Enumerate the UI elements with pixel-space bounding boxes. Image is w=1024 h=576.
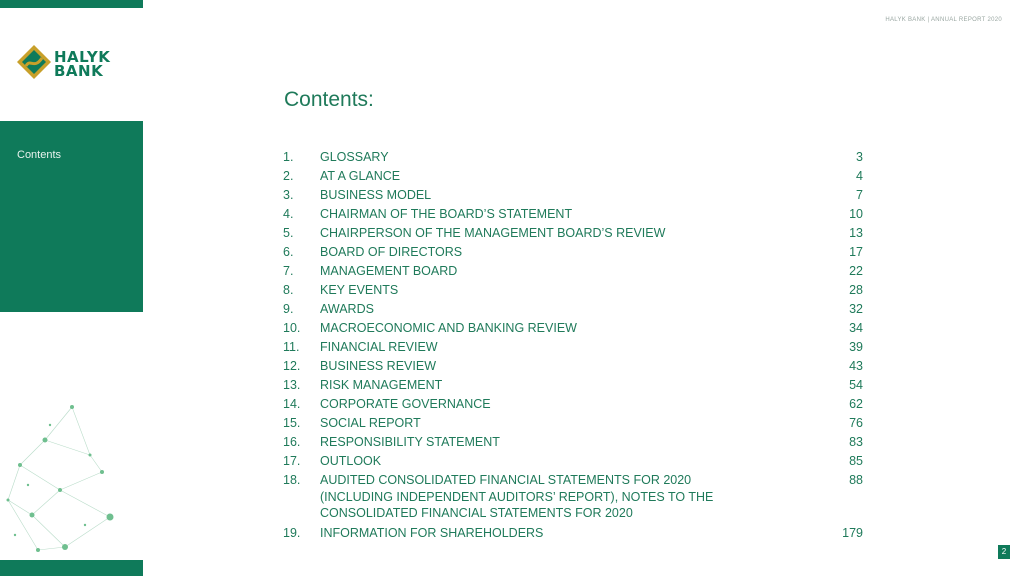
toc-item-page[interactable]: 179: [842, 525, 863, 540]
toc-item-page[interactable]: 32: [849, 302, 863, 316]
toc-item-number: 4.: [283, 207, 294, 221]
toc-item-title[interactable]: FINANCIAL REVIEW: [320, 340, 438, 355]
toc-item-number: 18.: [283, 473, 301, 487]
toc-item-title[interactable]: SOCIAL REPORT: [320, 416, 421, 431]
toc-item[interactable]: [283, 338, 863, 357]
toc-item-title[interactable]: AT A GLANCE: [320, 169, 401, 184]
toc-item-page[interactable]: 13: [849, 226, 863, 240]
toc-item-page[interactable]: 76: [849, 416, 863, 430]
toc-item-number: 10.: [283, 321, 301, 335]
toc-item-title[interactable]: AUDITED CONSOLIDATED FINANCIAL STATEMENTS FOR 2020 (INCLUDING INDEPENDENT AUDITORS’ REPORT), NOTES TO THE CONSOLIDATED FINANCIAL STATEMENTS FOR 2020: [320, 473, 714, 520]
toc-item-number: 13.: [283, 378, 301, 392]
toc-item[interactable]: [283, 167, 863, 186]
toc-item-number: 1.: [283, 150, 294, 164]
toc-item-page[interactable]: 88: [849, 473, 863, 487]
toc-item-number: 8.: [283, 283, 294, 297]
toc-item[interactable]: [283, 186, 863, 205]
toc-item-page[interactable]: 3: [856, 150, 863, 164]
logo-line2: BANK: [54, 62, 104, 80]
toc-item-number: 5.: [283, 226, 294, 240]
toc-item-title[interactable]: AWARDS: [320, 302, 374, 317]
toc-item[interactable]: [283, 319, 863, 338]
toc-item-title[interactable]: CORPORATE GOVERNANCE: [320, 397, 491, 412]
toc-item-number: 19.: [283, 525, 301, 540]
logo-wordmark: [54, 50, 144, 78]
halyk-logo-icon: [16, 44, 52, 80]
toc-item-page[interactable]: 34: [849, 321, 863, 335]
toc-item-number: 6.: [283, 245, 294, 259]
toc-item-number: 17.: [283, 454, 301, 468]
toc-item-number: 11.: [283, 340, 300, 354]
page-number-badge: 2: [998, 545, 1010, 559]
toc-item-title[interactable]: CHAIRMAN OF THE BOARD’S STATEMENT: [320, 207, 573, 222]
toc-item[interactable]: [283, 524, 863, 543]
toc-item-title[interactable]: GLOSSARY: [320, 150, 389, 165]
toc-item[interactable]: [283, 300, 863, 319]
logo-line1: HALYK: [54, 48, 111, 66]
table-of-contents: [283, 148, 863, 543]
toc-item-page[interactable]: 28: [849, 283, 863, 297]
toc-item-number: 14.: [283, 397, 301, 411]
halyk-bank-logo[interactable]: [16, 44, 126, 84]
sidebar-item-contents[interactable]: Contents: [17, 149, 62, 161]
toc-item[interactable]: [283, 395, 863, 414]
toc-item-title[interactable]: BUSINESS MODEL: [320, 188, 432, 203]
toc-item-page[interactable]: 43: [849, 359, 863, 373]
toc-item[interactable]: [283, 414, 863, 433]
toc-item[interactable]: [283, 224, 863, 243]
toc-item-page[interactable]: 54: [849, 378, 863, 392]
toc-item[interactable]: [283, 262, 863, 281]
toc-item-title[interactable]: RISK MANAGEMENT: [320, 378, 443, 393]
report-header-label: HALYK BANK | ANNUAL REPORT 2020: [885, 17, 1002, 23]
toc-item[interactable]: [283, 433, 863, 452]
toc-item-page[interactable]: 7: [856, 188, 863, 202]
top-accent-bar: [0, 0, 143, 8]
toc-item-title[interactable]: KEY EVENTS: [320, 283, 399, 298]
toc-item-page[interactable]: 83: [849, 435, 863, 449]
toc-item[interactable]: [283, 281, 863, 300]
toc-item-number: 2.: [283, 169, 294, 183]
bottom-accent-bar: [0, 560, 143, 576]
page-title: Contents:: [284, 88, 374, 111]
toc-item-page[interactable]: 17: [849, 245, 863, 259]
toc-item[interactable]: [283, 243, 863, 262]
toc-item-title[interactable]: OUTLOOK: [320, 454, 382, 469]
toc-item-title[interactable]: BUSINESS REVIEW: [320, 359, 436, 374]
toc-item-page[interactable]: 4: [856, 169, 863, 183]
toc-item-number: 16.: [283, 435, 301, 449]
toc-item-title[interactable]: BOARD OF DIRECTORS: [320, 245, 463, 260]
toc-item-title[interactable]: MACROECONOMIC AND BANKING REVIEW: [320, 321, 577, 336]
toc-item-title[interactable]: CHAIRPERSON OF THE MANAGEMENT BOARD’S REVIEW: [320, 226, 666, 241]
toc-item[interactable]: [283, 376, 863, 395]
toc-item-number: 12.: [283, 359, 301, 373]
toc-item[interactable]: [283, 148, 863, 167]
toc-item-title[interactable]: RESPONSIBILITY STATEMENT: [320, 435, 500, 450]
toc-item-title[interactable]: MANAGEMENT BOARD: [320, 264, 458, 279]
toc-item-number: 9.: [283, 302, 294, 316]
toc-item[interactable]: [283, 471, 863, 524]
toc-item-page[interactable]: 62: [849, 397, 863, 411]
toc-item-title[interactable]: INFORMATION FOR SHAREHOLDERS: [320, 525, 544, 540]
toc-item-number: 7.: [283, 264, 294, 278]
toc-item-page[interactable]: 22: [849, 264, 863, 278]
toc-item-page[interactable]: 85: [849, 454, 863, 468]
network-decoration-icon: [0, 395, 140, 560]
toc-item-number: 3.: [283, 188, 294, 202]
toc-item-page[interactable]: 39: [849, 340, 863, 354]
toc-item-number: 15.: [283, 416, 301, 430]
toc-item[interactable]: [283, 452, 863, 471]
toc-item-page[interactable]: 10: [849, 207, 863, 221]
toc-item[interactable]: [283, 357, 863, 376]
toc-item[interactable]: [283, 205, 863, 224]
